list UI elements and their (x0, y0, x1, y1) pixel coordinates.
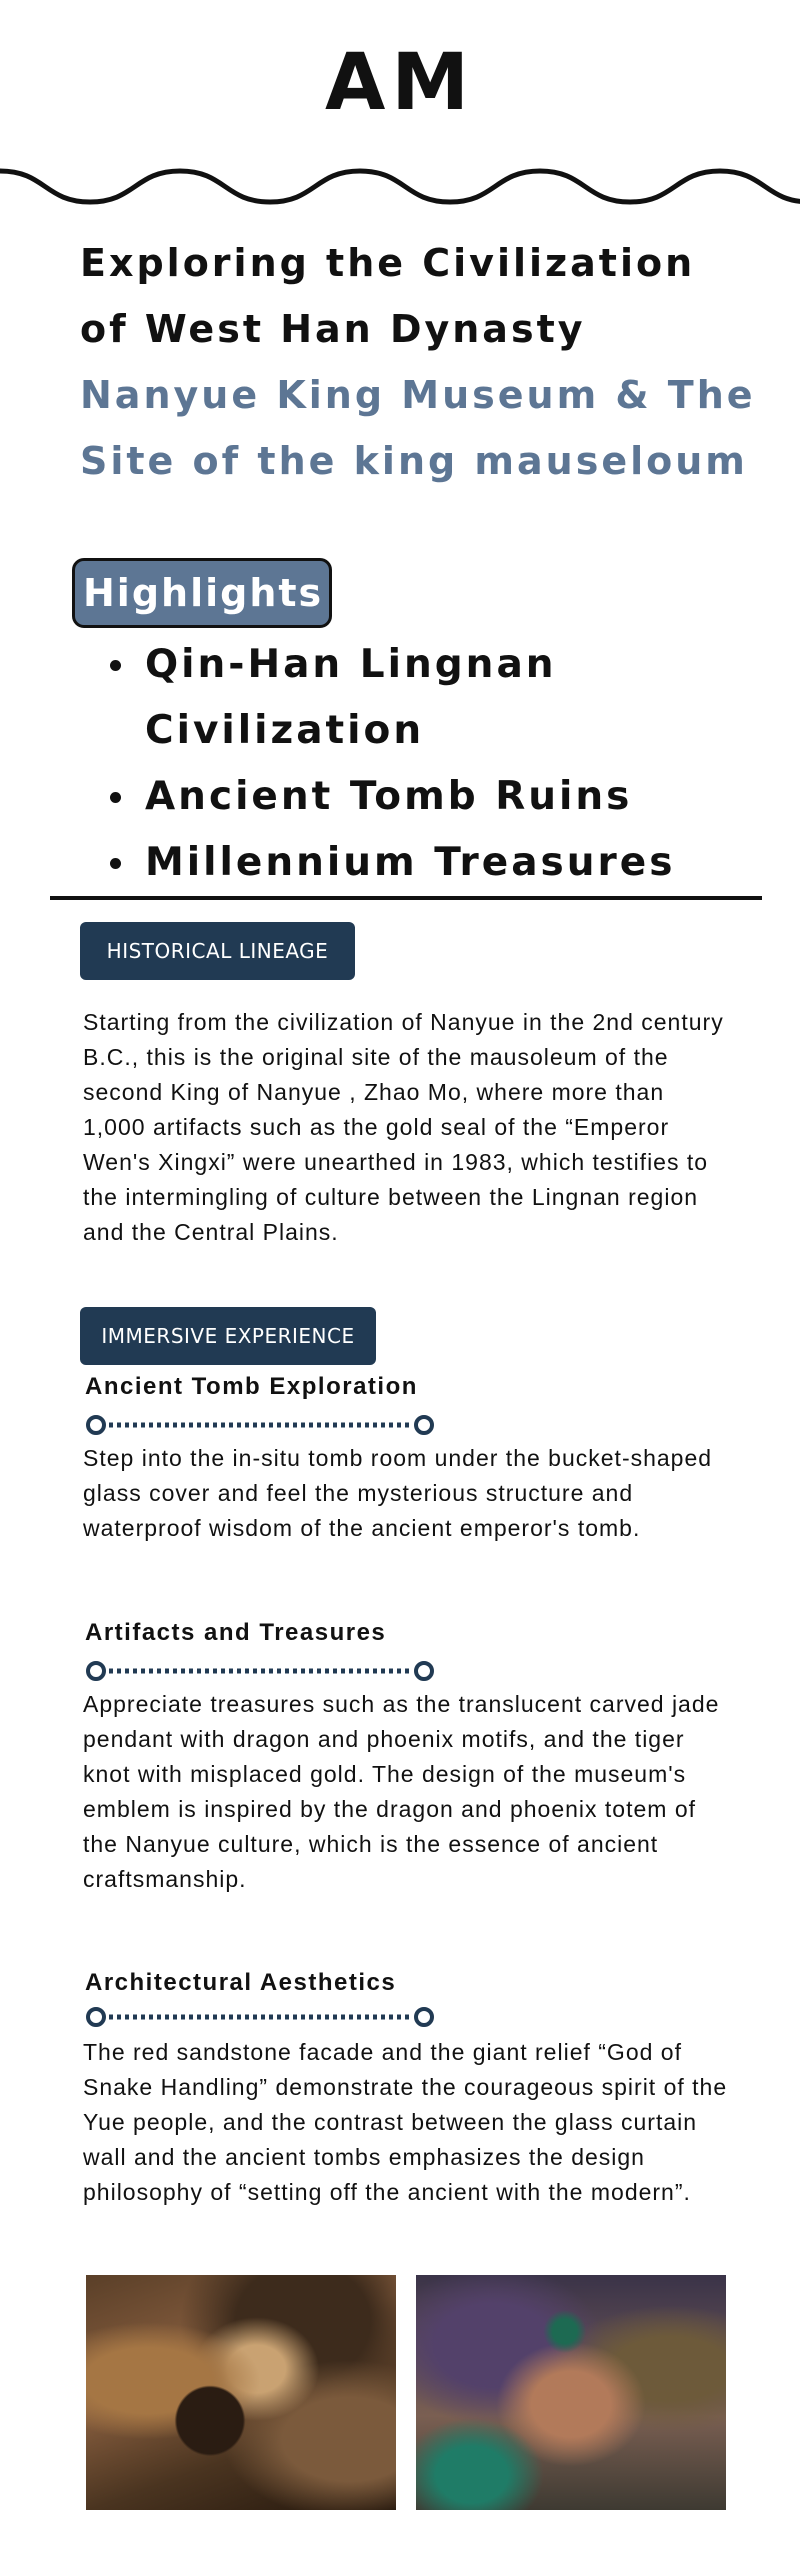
highlight-item: Qin-Han Lingnan Civilization (110, 632, 770, 764)
subtitle-line-2: Site of the king mauseloum (80, 439, 748, 483)
immersive-experience-label: IMMERSIVE EXPERIENCE (80, 1307, 376, 1365)
section-title-artifacts: Artifacts and Treasures (85, 1619, 387, 1646)
subtitle-line-1: Nanyue King Museum & The (80, 373, 756, 417)
section-text-artifacts: Appreciate treasures such as the translucent carved jade pendant with dragon and phoenix motifs, and the tiger knot with misplaced gold. The design of the museum's emblem is inspired by the dragon and phoenix totem of the Nanyue culture, which is the essence of ancient craftsmanship. (83, 1691, 720, 1892)
dotted-connector-icon (85, 2006, 435, 2028)
wave-divider (0, 150, 800, 210)
highlights-badge: Highlights (72, 558, 332, 628)
tomb-chamber-photo (416, 2275, 726, 2510)
section-text-tomb: Step into the in-situ tomb room under the bucket-shaped glass cover and feel the mysterious structure and waterproof wisdom of the ancient emperor's tomb. (83, 1445, 713, 1541)
title-line-2: of West Han Dynasty (80, 307, 586, 351)
logo: AM (325, 38, 475, 128)
highlights-list (110, 632, 770, 896)
historical-lineage-text: Starting from the civilization of Nanyue in the 2nd century B.C., this is the original site of the mausoleum of the second King of Nanyue , Zhao Mo, where more than 1,000 artifacts such as the gold seal of the “Emperor Wen's Xingxi” were unearthed in 1983, which testifies to the intermingling of culture between the Lingnan region and the Central Plains. (83, 1009, 724, 1245)
tomb-photo (86, 2275, 396, 2510)
page-title (80, 230, 770, 362)
section-title-architecture: Architectural Aesthetics (85, 1969, 397, 1996)
dotted-connector-icon (85, 1414, 435, 1436)
title-line-1: Exploring the Civilization (80, 241, 696, 285)
page-subtitle (80, 362, 770, 494)
horizontal-divider (50, 896, 762, 900)
section-text-architecture: The red sandstone facade and the giant relief “God of Snake Handling” demonstrate the courageous spirit of the Yue people, and the contrast between the glass curtain wall and the ancient tombs emphasizes the design philosophy of “setting off the ancient with the modern”. (83, 2039, 728, 2205)
section-title-tomb: Ancient Tomb Exploration (85, 1373, 418, 1400)
highlight-item: Millennium Treasures (110, 830, 770, 896)
historical-lineage-label: HISTORICAL LINEAGE (80, 922, 355, 980)
dotted-connector-icon (85, 1660, 435, 1682)
highlight-item: Ancient Tomb Ruins (110, 764, 770, 830)
